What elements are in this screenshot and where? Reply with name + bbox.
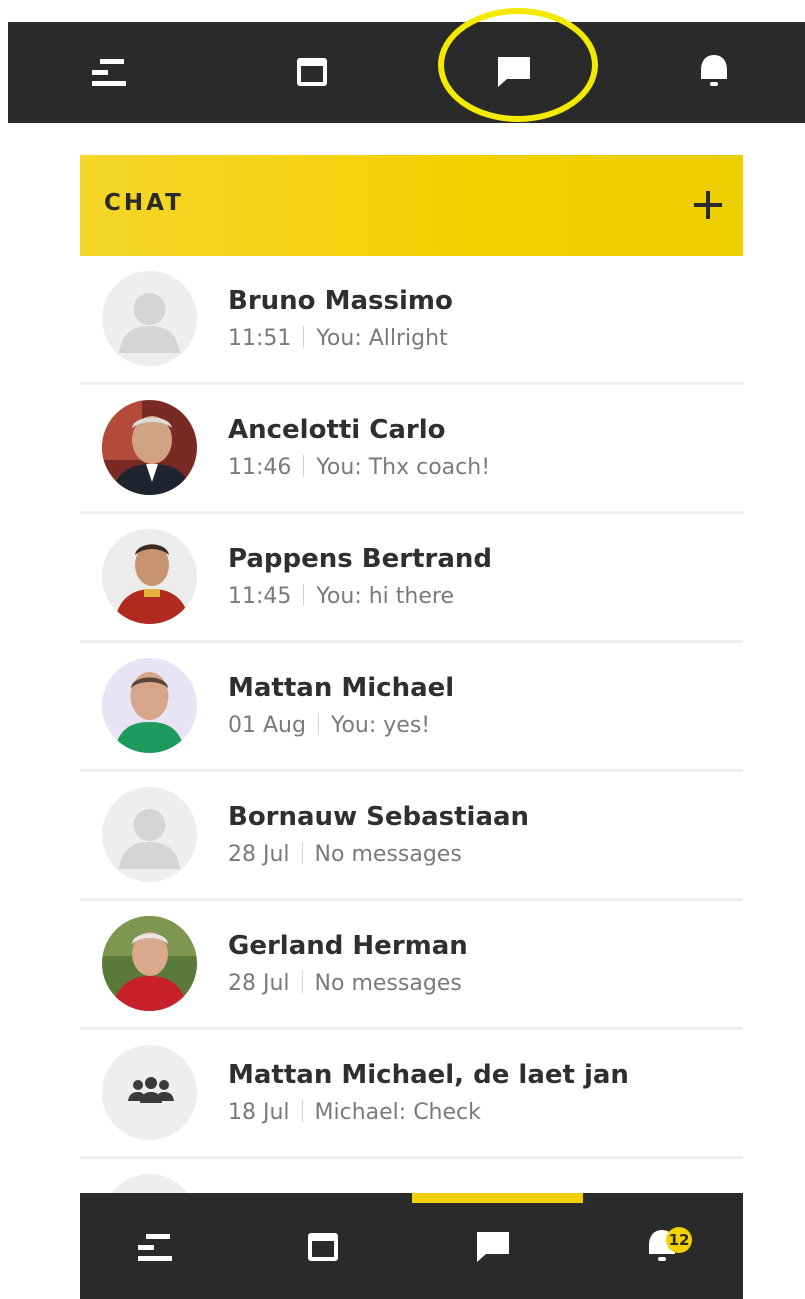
chat-row[interactable] [80, 643, 743, 772]
top-menu-button[interactable] [80, 42, 140, 102]
meta-divider [302, 1100, 303, 1122]
chat-name: Ancelotti Carlo [228, 415, 446, 445]
active-tab-indicator [412, 1193, 583, 1203]
top-notifications-button[interactable] [684, 42, 744, 102]
chat-meta [228, 713, 430, 738]
meta-divider [303, 584, 304, 606]
person-photo [102, 916, 197, 1011]
chat-meta [228, 455, 490, 480]
new-chat-button[interactable] [686, 183, 730, 227]
user-placeholder-icon [102, 787, 197, 882]
chat-time: 11:46 [228, 455, 292, 480]
bottom-menu-button[interactable] [126, 1217, 186, 1277]
chat-meta [228, 971, 462, 996]
bottom-calendar-button[interactable] [293, 1217, 353, 1277]
avatar [102, 916, 197, 1011]
person-photo [102, 658, 197, 753]
plus-icon [686, 183, 730, 227]
top-calendar-button[interactable] [282, 42, 342, 102]
chat-name: Mattan Michael [228, 673, 455, 703]
chat-row[interactable] [80, 256, 743, 385]
chat-preview: You: Allright [316, 326, 448, 351]
meta-divider [302, 842, 303, 864]
avatar [102, 271, 197, 366]
chat-preview: You: hi there [316, 584, 454, 609]
chat-screen [80, 155, 743, 1299]
person-photo [102, 529, 197, 624]
menu-icon [90, 57, 130, 87]
person-photo [102, 400, 197, 495]
chat-row[interactable] [80, 901, 743, 1030]
chat-time: 11:51 [228, 326, 292, 351]
avatar [102, 658, 197, 753]
bottom-nav-bar [80, 1193, 743, 1299]
chat-time: 11:45 [228, 584, 292, 609]
calendar-icon [306, 1231, 340, 1263]
calendar-icon [295, 56, 329, 88]
chat-meta [228, 1100, 481, 1125]
chat-row[interactable] [80, 772, 743, 901]
menu-icon [136, 1232, 176, 1262]
chat-preview: You: yes! [330, 713, 431, 738]
chat-meta [228, 326, 448, 351]
avatar [102, 400, 197, 495]
chat-name: Pappens Bertrand [228, 544, 492, 574]
chat-name: Mattan Michael, de laet jan [228, 1060, 629, 1090]
chat-row[interactable] [80, 1030, 743, 1159]
meta-divider [318, 713, 319, 735]
chat-row[interactable] [80, 385, 743, 514]
chat-icon [474, 1229, 512, 1265]
page-title: CHAT [104, 190, 184, 216]
chat-row[interactable] [80, 514, 743, 643]
meta-divider [302, 971, 303, 993]
avatar [102, 787, 197, 882]
chat-time: 28 Jul [228, 971, 290, 996]
top-nav-bar [8, 22, 805, 123]
chat-meta [228, 842, 462, 867]
chat-header [80, 155, 743, 256]
notification-badge: 12 [666, 1227, 692, 1253]
chat-list [80, 256, 743, 1288]
meta-divider [303, 326, 304, 348]
bell-icon [697, 53, 731, 91]
avatar [102, 529, 197, 624]
chat-preview: No messages [314, 842, 462, 867]
user-placeholder-icon [102, 271, 197, 366]
meta-divider [303, 455, 304, 477]
chat-highlight-ring [438, 8, 598, 122]
chat-name: Bornauw Sebastiaan [228, 802, 530, 832]
chat-name: Gerland Herman [228, 931, 468, 961]
chat-time: 28 Jul [228, 842, 290, 867]
chat-preview: You: Thx coach! [316, 455, 491, 480]
bottom-chat-button[interactable] [463, 1217, 523, 1277]
group-icon [102, 1045, 197, 1140]
chat-time: 18 Jul [228, 1100, 290, 1125]
chat-preview: Michael: Check [314, 1100, 481, 1125]
chat-meta [228, 584, 454, 609]
chat-name: Bruno Massimo [228, 286, 453, 316]
chat-preview: No messages [314, 971, 462, 996]
avatar [102, 1045, 197, 1140]
chat-time: 01 Aug [228, 713, 306, 738]
